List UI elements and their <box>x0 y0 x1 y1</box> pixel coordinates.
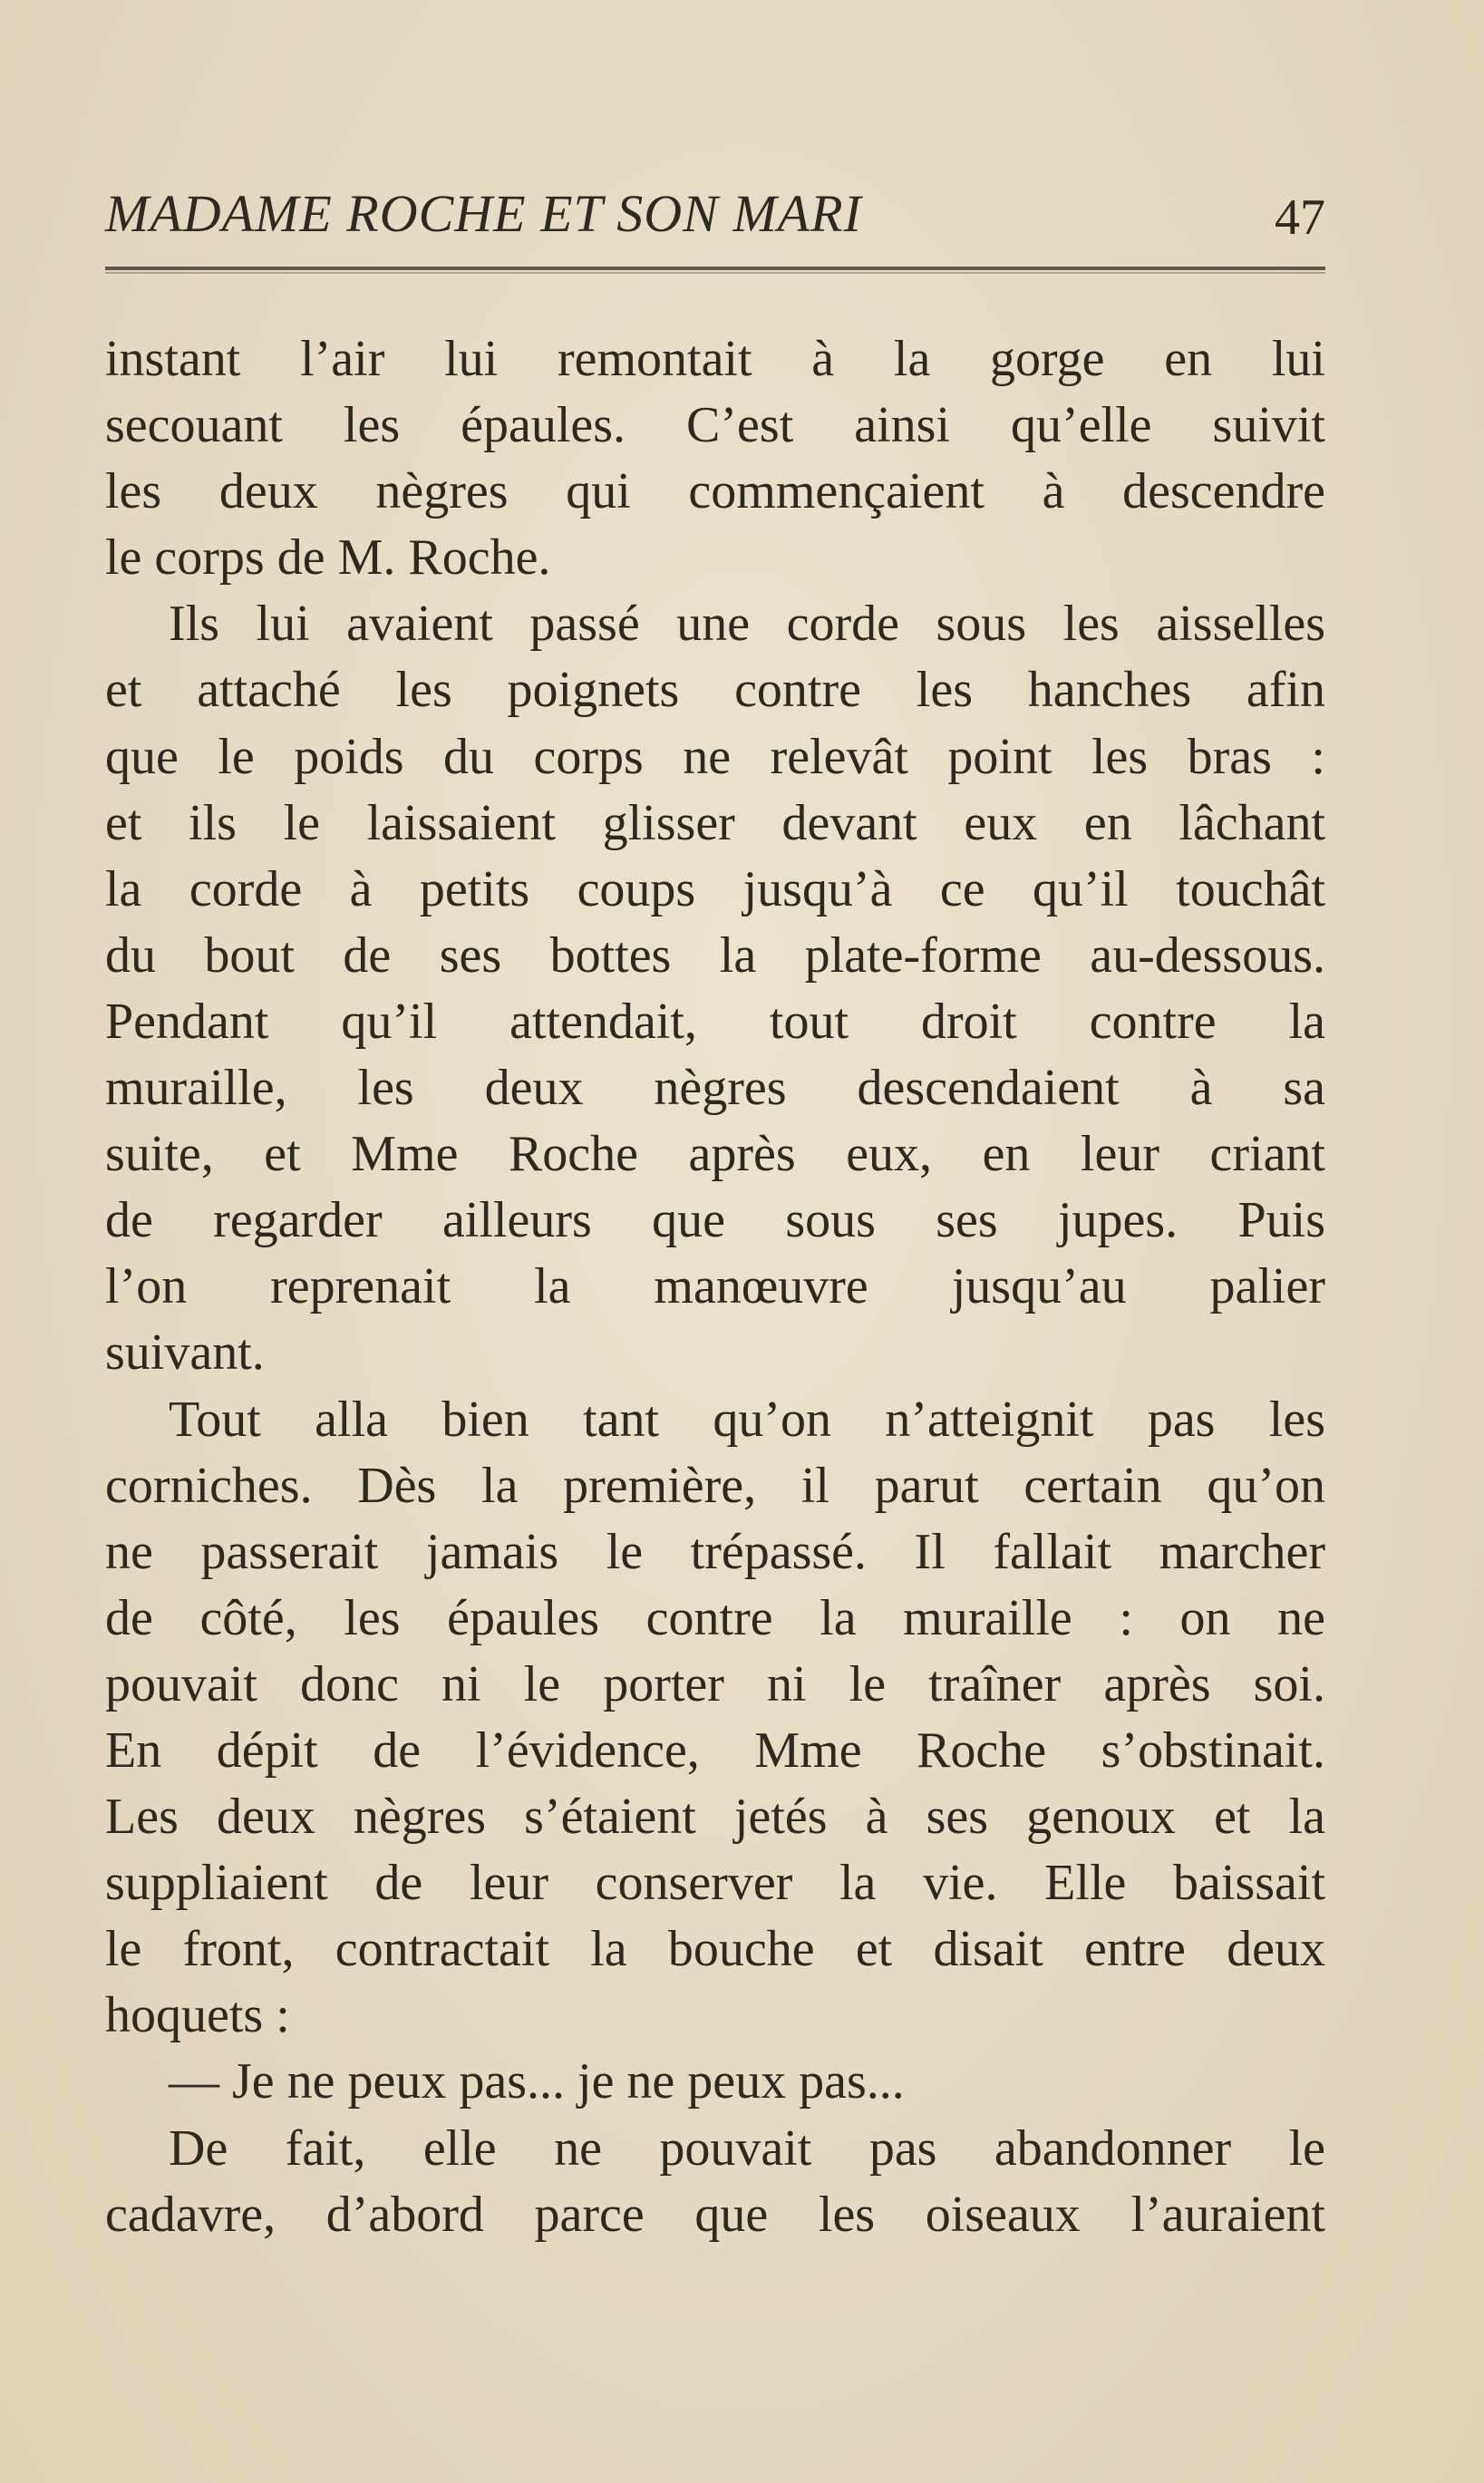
text-line: Ils lui avaient passé une corde sous les aisselles <box>169 596 1325 653</box>
text-line: hoquets : <box>105 1987 290 2044</box>
header-rule-shadow <box>105 272 1325 274</box>
header-rule <box>105 267 1325 270</box>
text-line: ne passerait jamais le trépassé. Il fallait marcher <box>105 1523 1325 1580</box>
text-line: et ils le laissaient glisser devant eux en lâchant <box>105 794 1325 851</box>
text-line: suppliaient de leur conserver la vie. Elle baissait <box>105 1855 1325 1912</box>
text-line: de regarder ailleurs que sous ses jupes. Puis <box>105 1192 1325 1249</box>
running-head <box>105 183 1325 247</box>
text-line: En dépit de l’évidence, Mme Roche s’obstinait. <box>105 1722 1325 1779</box>
page-number: 47 <box>1275 189 1325 246</box>
text-line: corniches. Dès la première, il parut certain qu’on <box>105 1457 1325 1514</box>
text-line: Tout alla bien tant qu’on n’atteignit pas les <box>169 1391 1325 1448</box>
text-line: Pendant qu’il attendait, tout droit contre la <box>105 993 1325 1050</box>
text-line: de côté, les épaules contre la muraille : on ne <box>105 1589 1325 1646</box>
text-line: pouvait donc ni le porter ni le traîner après soi. <box>105 1655 1325 1712</box>
text-line: cadavre, d’abord parce que les oiseaux l’auraient <box>105 2186 1325 2243</box>
text-line: suivant. <box>105 1324 265 1382</box>
text-line: instant l’air lui remontait à la gorge en lui <box>105 331 1325 387</box>
text-line: la corde à petits coups jusqu’à ce qu’il touchât <box>105 860 1325 917</box>
text-line: secouant les épaules. C’est ainsi qu’elle suivit <box>105 397 1325 454</box>
text-line: et attaché les poignets contre les hanches afin <box>105 662 1325 719</box>
text-line: le front, contractait la bouche et disait entre deux <box>105 1921 1325 1978</box>
text-line: du bout de ses bottes la plate-forme au-dessous. <box>105 926 1325 984</box>
text-line: — Je ne peux pas... je ne peux pas... <box>169 2053 905 2110</box>
body-text <box>105 326 1325 2248</box>
text-line: les deux nègres qui commençaient à descendre <box>105 463 1325 520</box>
text-line: muraille, les deux nègres descendaient à sa <box>105 1060 1325 1117</box>
text-line: suite, et Mme Roche après eux, en leur criant <box>105 1126 1325 1183</box>
text-line: que le poids du corps ne relevât point les bras : <box>105 728 1325 785</box>
text-line: De fait, elle ne pouvait pas abandonner le <box>169 2119 1325 2177</box>
running-title: MADAME ROCHE ET SON MARI <box>105 184 862 243</box>
text-line: le corps de M. Roche. <box>105 529 551 587</box>
text-line: Les deux nègres s’étaient jetés à ses genoux et la <box>105 1789 1325 1846</box>
text-line: l’on reprenait la manœuvre jusqu’au palier <box>105 1258 1325 1315</box>
